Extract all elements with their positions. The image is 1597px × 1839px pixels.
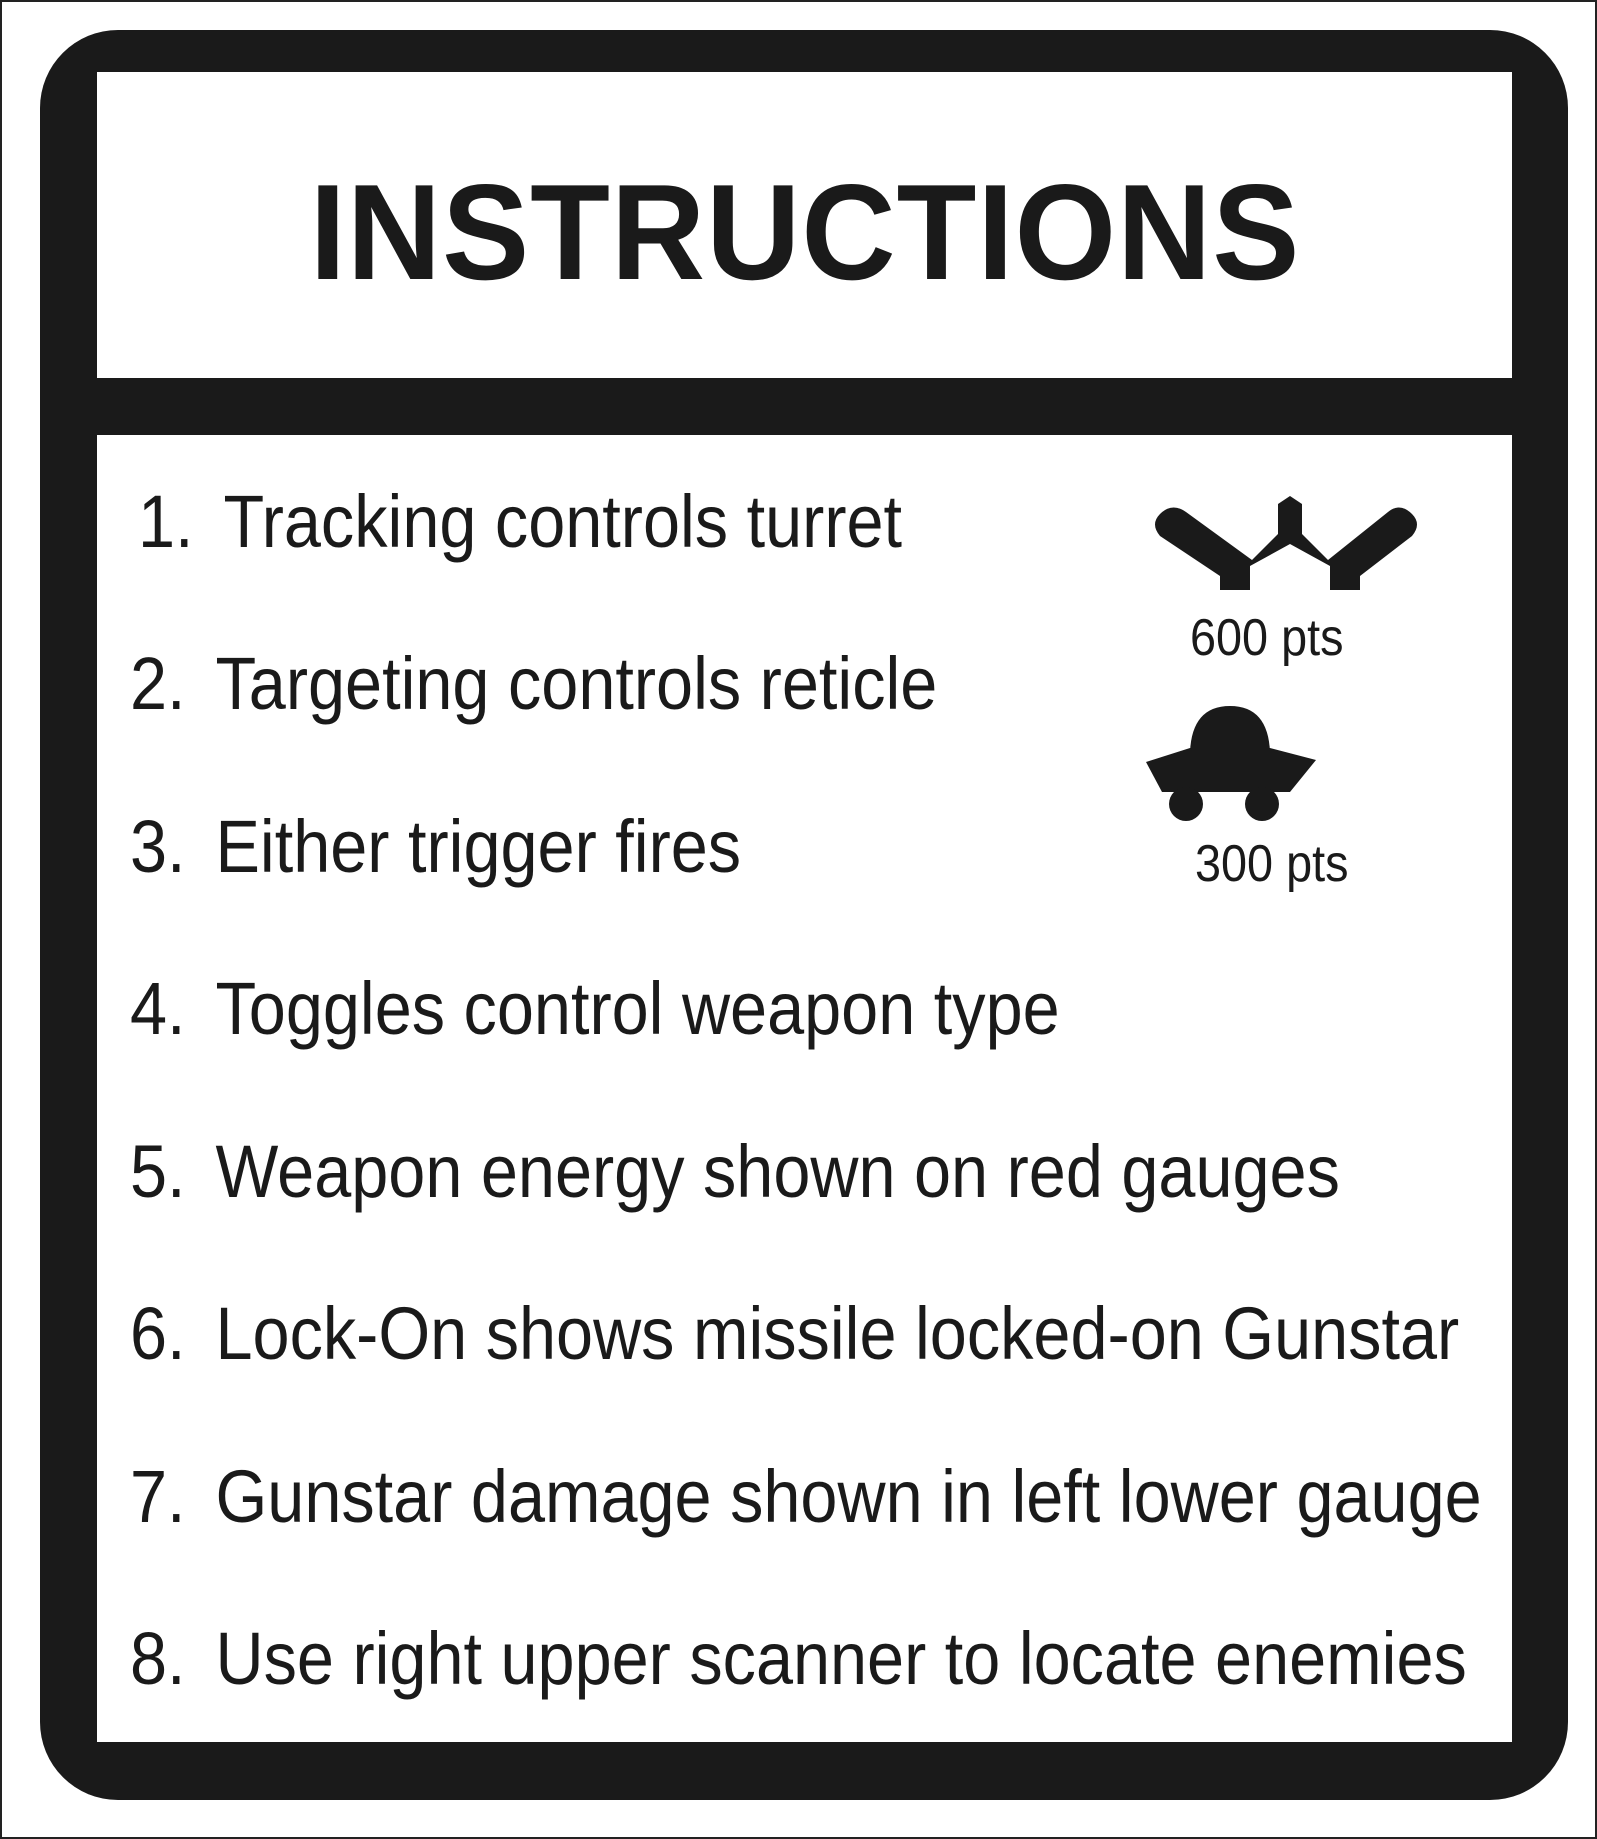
item-text: Tracking controls turret [223,480,903,563]
list-item [130,1292,1460,1375]
score-label-300: 300 pts [1195,835,1349,893]
list-item [130,642,938,725]
item-text: Use right upper scanner to locate enemies [215,1617,1467,1700]
item-number: 6. [130,1292,186,1375]
item-text: Either trigger fires [215,805,742,888]
list-item [130,967,1060,1050]
score-label-600: 600 pts [1190,609,1344,667]
saucer-enemy-icon [1140,700,1320,825]
item-number: 1. [138,480,194,563]
item-text: Lock-On shows missile locked-on Gunstar [215,1292,1460,1375]
item-number: 5. [130,1130,186,1213]
list-item [138,480,903,563]
item-text: Toggles control weapon type [215,967,1060,1050]
page-title: INSTRUCTIONS [309,156,1300,308]
item-text: Weapon energy shown on red gauges [215,1130,1340,1213]
item-text: Gunstar damage shown in left lower gauge [215,1455,1482,1538]
list-item [130,1617,1467,1700]
item-number: 8. [130,1617,186,1700]
list-item [130,805,742,888]
item-number: 4. [130,967,186,1050]
list-item [130,1130,1340,1213]
item-number: 2. [130,642,186,725]
header-panel [97,72,1512,378]
item-text: Targeting controls reticle [215,642,938,725]
item-number: 3. [130,805,186,888]
winged-enemy-icon [1150,486,1420,596]
item-number: 7. [130,1455,186,1538]
list-item [130,1455,1482,1538]
